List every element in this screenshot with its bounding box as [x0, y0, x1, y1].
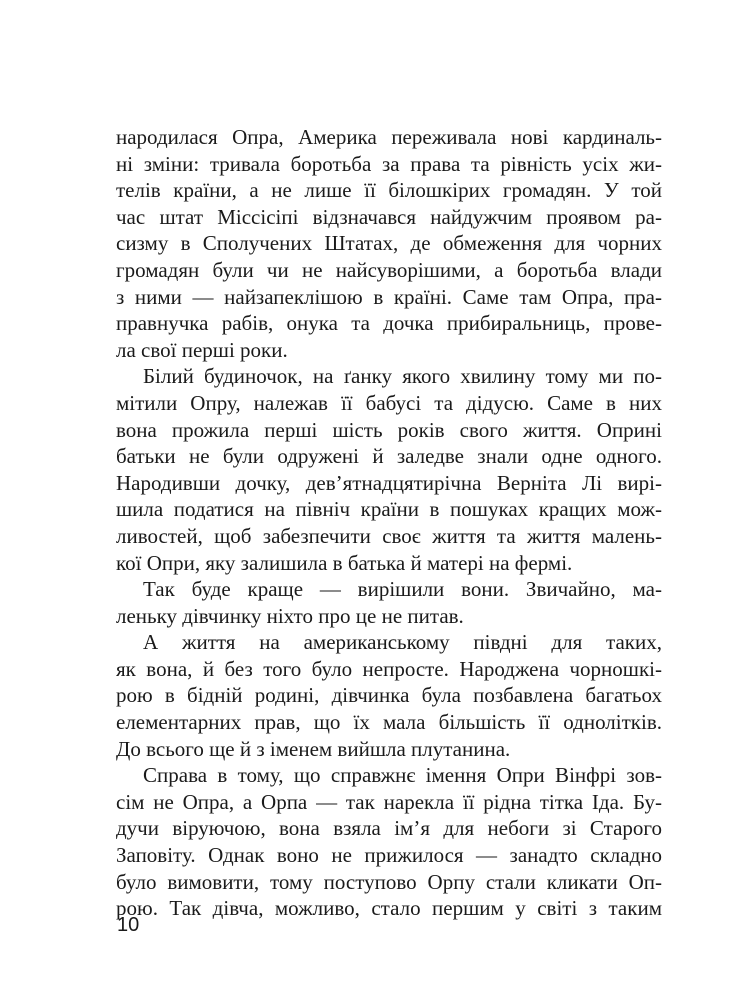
text-line: кої Опри, яку залишила в батька й матері на фермі.: [116, 550, 573, 575]
paragraph: [116, 629, 662, 762]
text-line: було вимовити, тому поступово Орпу стали кликати Оп-: [116, 869, 662, 894]
text-line: ні зміни: тривала боротьба за права та рівність усіх жи-: [116, 151, 662, 176]
text-line: дучи віруючою, вона взяла ім’я для небоги зі Старого: [116, 816, 662, 841]
text-line: Народивши дочку, дев’ятнадцятирічна Верніта Лі вирі-: [116, 470, 662, 495]
text-line: шила податися на північ країни в пошуках кращих мож-: [116, 497, 662, 522]
text-line: батьки не були одружені й заледве знали одне одного.: [116, 444, 662, 469]
paragraph: [116, 124, 662, 363]
text-line: час штат Міссісіпі відзначався найдужчим проявом ра-: [116, 204, 662, 229]
body-text: [116, 124, 662, 922]
text-line: з ними — найзапеклішою в країні. Саме там Опра, пра-: [116, 284, 662, 309]
text-line: сизму в Сполучених Штатах, де обмеження для чорних: [116, 231, 662, 256]
text-line: Справа в тому, що справжнє імення Опри Вінфрі зов-: [143, 763, 662, 788]
text-line: ла свої перші роки.: [116, 337, 288, 362]
text-line: рою в бідній родині, дівчинка була позбавлена багатьох: [116, 683, 662, 708]
text-line: А життя на американському півдні для таких,: [143, 630, 662, 655]
text-line: мітили Опру, належав її бабусі та дідусю. Саме в них: [116, 390, 662, 415]
text-line: До всього ще й з іменем вийшла плутанина.: [116, 736, 511, 761]
text-line: Заповіту. Однак воно не прижилося — занадто складно: [116, 843, 662, 868]
text-line: правнучка рабів, онука та дочка прибиральниць, прове-: [116, 311, 662, 336]
paragraph: [116, 762, 662, 922]
text-line: вона прожила перші шість років свого життя. Оприні: [116, 417, 662, 442]
text-line: рою. Так дівча, можливо, стало першим у світі з таким: [116, 896, 662, 921]
paragraph: [116, 576, 662, 629]
text-line: леньку дівчинку ніхто про це не питав.: [116, 603, 464, 628]
text-line: Так буде краще — вирішили вони. Звичайно, ма-: [143, 577, 662, 602]
text-line: сім не Опра, а Орпа — так нарекла її рідна тітка Іда. Бу-: [116, 789, 662, 814]
paragraph: [116, 363, 662, 576]
text-line: ливостей, щоб забезпечити своє життя та життя малень-: [116, 523, 662, 548]
text-line: Білий будиночок, на ґанку якого хвилину тому ми по-: [143, 364, 662, 389]
text-line: елементарних прав, що їх мала більшість її однолітків.: [116, 710, 662, 735]
text-line: народилася Опра, Америка переживала нові кардиналь-: [116, 125, 662, 149]
text-line: як вона, й без того було непросте. Народжена чорношкі-: [116, 656, 662, 681]
text-line: громадян були чи не найсуворішими, а боротьба влади: [116, 257, 662, 282]
text-line: телів країни, а не лише її білошкірих громадян. У той: [116, 178, 662, 203]
page-number: 10: [117, 914, 140, 936]
